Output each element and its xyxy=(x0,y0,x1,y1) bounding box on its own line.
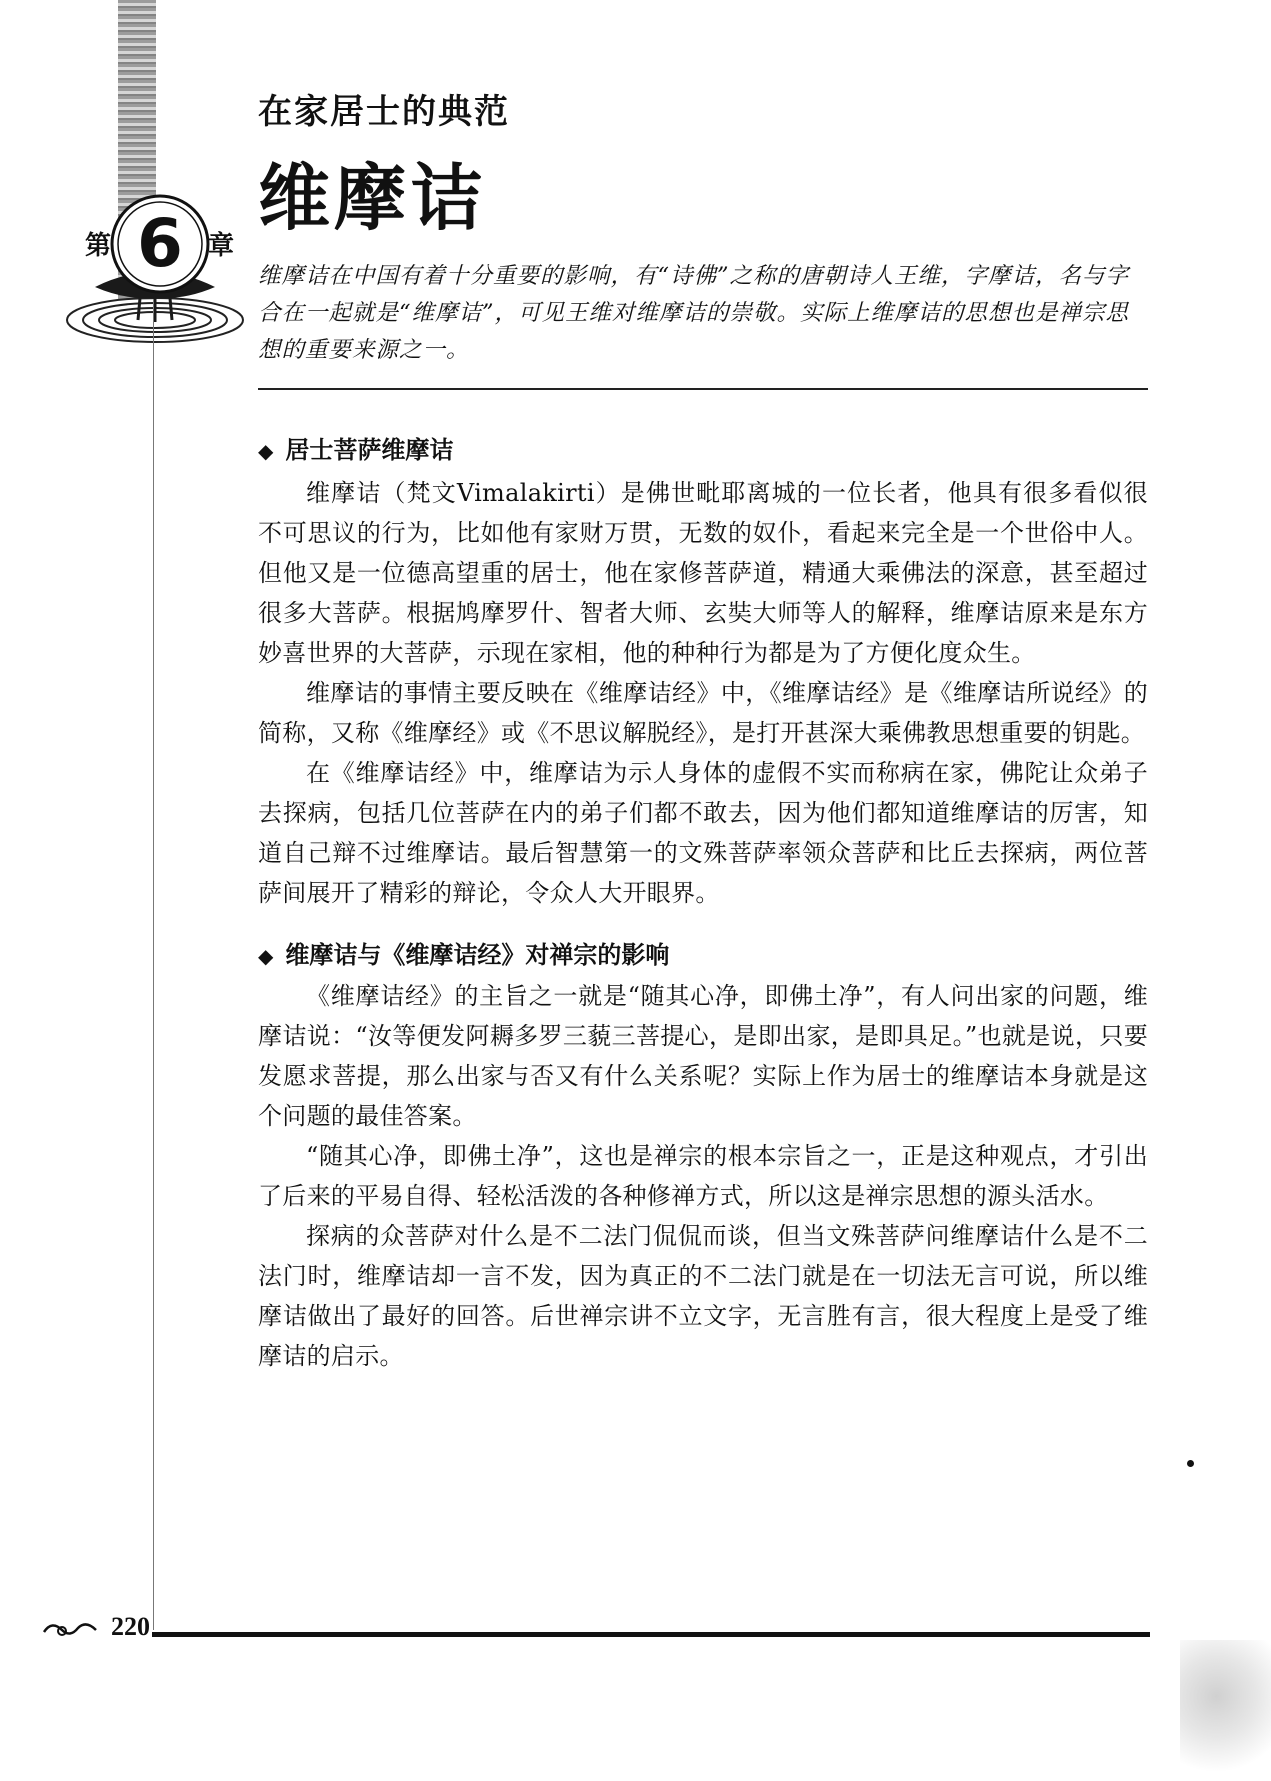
swirl-ornament-icon xyxy=(40,1616,100,1646)
paragraph: 在《维摩诘经》中，维摩诘为示人身体的虚假不实而称病在家，佛陀让众弟子去探病，包括几位菩萨在内的弟子们都不敢去，因为他们都知道维摩诘的厉害，知道自己辩不过维摩诘。最后智慧第一的文殊菩萨率领众菩萨和比丘去探病，两位菩萨间展开了精彩的辩论，令众人大开眼界。 xyxy=(258,759,1148,907)
divider xyxy=(258,388,1148,390)
paragraph: 《维摩诘经》的主旨之一就是“随其心净，即佛土净”，有人问出家的问题，维摩诘说：“汝等便发阿耨多罗三藐三菩提心，是即出家，是即具足。”也就是说，只要发愿求菩提，那么出家与否又有什么关系呢？实际上作为居士的维摩诘本身就是这个问题的最佳答案。 xyxy=(258,982,1148,1130)
diamond-bullet-icon: ◆ xyxy=(258,439,274,463)
paragraph: 探病的众菩萨对什么是不二法门侃侃而谈，但当文殊菩萨问维摩诘什么是不二法门时，维摩诘却一言不发，因为真正的不二法门就是在一切法无言可说，所以维摩诘做出了最好的回答。后世禅宗讲不立文字，无言胜有言，很大程度上是受了维摩诘的启示。 xyxy=(258,1222,1148,1370)
paragraph: 维摩诘（梵文Vimalakirti）是佛世毗耶离城的一位长者，他具有很多看似很不可思议的行为，比如他有家财万贯，无数的奴仆，看起来完全是一个世俗中人。但他又是一位德高望重的居士，他在家修菩萨道，精通大乘佛法的深意，甚至超过很多大菩萨。根据鸠摩罗什、智者大师、玄奘大师等人的解释，维摩诘原来是东方妙喜世界的大菩萨，示现在家相，他的种种行为都是为了方便化度众生。 xyxy=(258,479,1148,667)
paragraph: 维摩诘的事情主要反映在《维摩诘经》中，《维摩诘经》是《维摩诘所说经》的简称，又称《维摩经》或《不思议解脱经》，是打开甚深大乘佛教思想重要的钥匙。 xyxy=(258,679,1148,747)
chapter-number: 6 xyxy=(137,205,183,282)
section-heading-text: 维摩诘与《维摩诘经》对禅宗的影响 xyxy=(285,941,670,969)
page-number xyxy=(40,1612,150,1648)
page-number-text: 220 xyxy=(111,1612,150,1641)
section-heading xyxy=(258,935,1148,970)
page-subtitle: 在家居士的典范 xyxy=(258,92,510,132)
intro-text: 维摩诘在中国有着十分重要的影响，有“诗佛”之称的唐朝诗人王维，字摩诘，名与字合在一起就是“维摩诘”，可见王维对维摩诘的崇敬。实际上维摩诘的思想也是禅宗思想的重要来源之一。 xyxy=(258,263,1130,363)
section-heading xyxy=(258,430,1148,465)
page-title: 维摩诘 xyxy=(258,155,487,240)
section-heading-text: 居士菩萨维摩诘 xyxy=(285,436,454,464)
margin-line xyxy=(153,300,154,1630)
section-1 xyxy=(258,430,1148,913)
section-2 xyxy=(258,935,1148,1376)
paragraph: “随其心净，即佛土净”，这也是禅宗的根本宗旨之一，正是这种观点，才引出了后来的平易自得、轻松活泼的各种修禅方式，所以这是禅宗思想的源头活水。 xyxy=(258,1142,1148,1210)
chapter-badge xyxy=(60,192,260,362)
footer-rule xyxy=(152,1632,1150,1637)
scan-speck xyxy=(1187,1460,1194,1467)
diamond-bullet-icon: ◆ xyxy=(258,944,274,968)
chapter-prefix: 第 xyxy=(85,231,112,261)
scan-noise xyxy=(1180,1640,1271,1781)
main-content xyxy=(258,430,1148,1376)
chapter-suffix: 章 xyxy=(208,231,235,261)
